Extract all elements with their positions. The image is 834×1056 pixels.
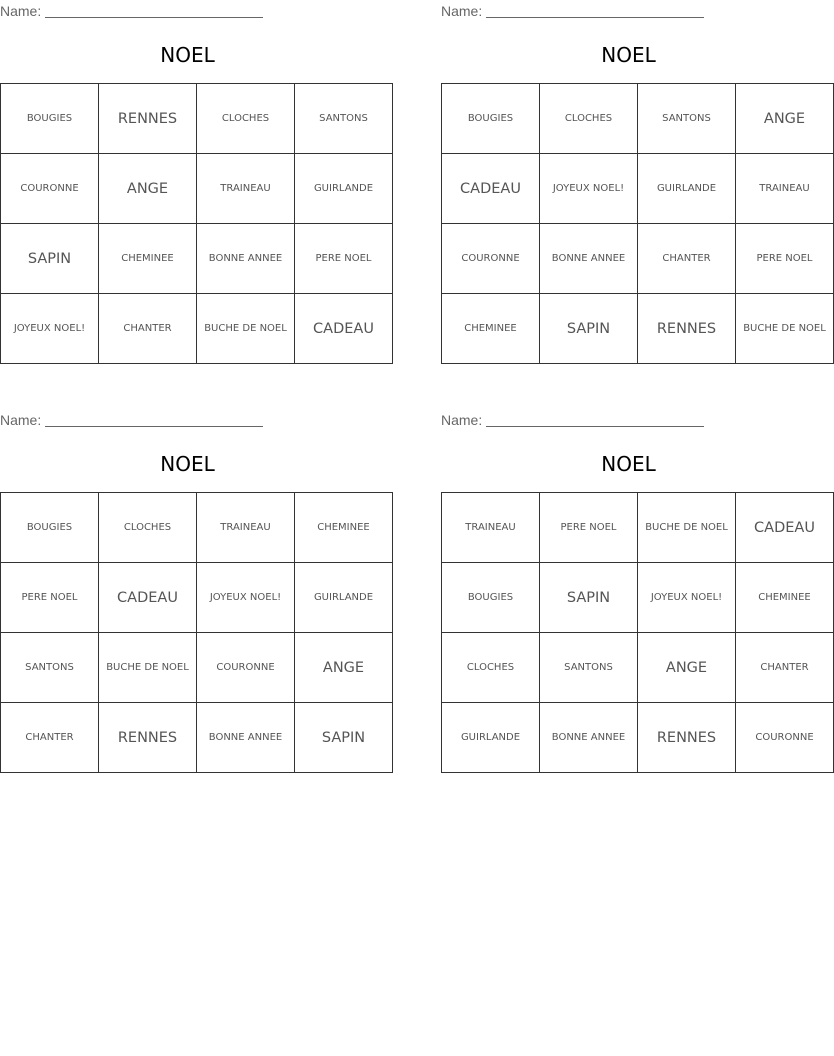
bingo-cell: PERE NOEL <box>736 224 834 294</box>
bingo-cell: SANTONS <box>295 84 393 154</box>
bingo-cell: BUCHE DE NOEL <box>99 633 197 703</box>
bingo-grid <box>441 492 834 773</box>
bingo-cell: CHEMINEE <box>442 294 540 364</box>
bingo-cell: TRAINEAU <box>442 493 540 563</box>
bingo-cell: CLOCHES <box>99 493 197 563</box>
bingo-cell: COURONNE <box>1 154 99 224</box>
card-title: NOEL <box>160 43 215 67</box>
bingo-row <box>442 493 834 563</box>
bingo-cell: SANTONS <box>1 633 99 703</box>
bingo-cell: CHEMINEE <box>99 224 197 294</box>
bingo-row <box>442 224 834 294</box>
bingo-cell: SAPIN <box>1 224 99 294</box>
bingo-cell: ANGE <box>99 154 197 224</box>
bingo-cell: CADEAU <box>736 493 834 563</box>
bingo-row <box>1 154 393 224</box>
name-label: Name: <box>441 3 483 19</box>
bingo-cell: CLOCHES <box>442 633 540 703</box>
name-blank-line <box>486 411 704 427</box>
bingo-cell: CHEMINEE <box>295 493 393 563</box>
bingo-cell: RENNES <box>638 703 736 773</box>
bingo-row <box>1 493 393 563</box>
bingo-cell: JOYEUX NOEL! <box>1 294 99 364</box>
bingo-grid <box>0 492 393 773</box>
bingo-cell: SAPIN <box>295 703 393 773</box>
bingo-cell: SAPIN <box>540 563 638 633</box>
bingo-grid <box>441 83 834 364</box>
name-field <box>441 411 816 429</box>
bingo-cell: CLOCHES <box>197 84 295 154</box>
bingo-grid <box>0 83 393 364</box>
bingo-cell: GUIRLANDE <box>442 703 540 773</box>
bingo-cell: COURONNE <box>442 224 540 294</box>
name-label: Name: <box>0 3 42 19</box>
bingo-cell: CHEMINEE <box>736 563 834 633</box>
bingo-cell: BUCHE DE NOEL <box>736 294 834 364</box>
bingo-cell: BUCHE DE NOEL <box>197 294 295 364</box>
bingo-cell: CADEAU <box>295 294 393 364</box>
bingo-row <box>1 633 393 703</box>
name-label: Name: <box>0 412 42 428</box>
bingo-cell: JOYEUX NOEL! <box>540 154 638 224</box>
bingo-cell: BOUGIES <box>442 84 540 154</box>
bingo-cell: PERE NOEL <box>1 563 99 633</box>
bingo-row <box>1 563 393 633</box>
name-field <box>441 2 816 20</box>
bingo-cell: COURONNE <box>736 703 834 773</box>
bingo-cell: PERE NOEL <box>540 493 638 563</box>
bingo-row <box>1 84 393 154</box>
bingo-cell: ANGE <box>736 84 834 154</box>
card-title: NOEL <box>601 452 656 476</box>
bingo-cell: BONNE ANNEE <box>197 703 295 773</box>
bingo-cell: BOUGIES <box>1 84 99 154</box>
bingo-cell: BOUGIES <box>442 563 540 633</box>
bingo-cell: BONNE ANNEE <box>540 703 638 773</box>
bingo-cell: TRAINEAU <box>197 154 295 224</box>
bingo-cell: SANTONS <box>638 84 736 154</box>
bingo-cell: GUIRLANDE <box>638 154 736 224</box>
bingo-row <box>442 294 834 364</box>
bingo-cell: PERE NOEL <box>295 224 393 294</box>
card-title: NOEL <box>160 452 215 476</box>
bingo-cell: BONNE ANNEE <box>197 224 295 294</box>
bingo-cell: BONNE ANNEE <box>540 224 638 294</box>
card-title: NOEL <box>601 43 656 67</box>
bingo-cell: CLOCHES <box>540 84 638 154</box>
bingo-cell: RENNES <box>99 703 197 773</box>
bingo-row <box>442 154 834 224</box>
bingo-row <box>442 84 834 154</box>
bingo-cell: SAPIN <box>540 294 638 364</box>
bingo-cell: BUCHE DE NOEL <box>638 493 736 563</box>
bingo-cell: CADEAU <box>442 154 540 224</box>
bingo-cell: COURONNE <box>197 633 295 703</box>
bingo-cell: ANGE <box>295 633 393 703</box>
bingo-cell: TRAINEAU <box>197 493 295 563</box>
bingo-cell: JOYEUX NOEL! <box>197 563 295 633</box>
bingo-cell: TRAINEAU <box>736 154 834 224</box>
bingo-cell: GUIRLANDE <box>295 154 393 224</box>
bingo-row <box>442 703 834 773</box>
name-blank-line <box>45 2 263 18</box>
bingo-cell: GUIRLANDE <box>295 563 393 633</box>
bingo-cell: RENNES <box>99 84 197 154</box>
bingo-row <box>1 703 393 773</box>
bingo-row <box>1 294 393 364</box>
name-blank-line <box>486 2 704 18</box>
bingo-row <box>1 224 393 294</box>
bingo-cell: BOUGIES <box>1 493 99 563</box>
name-blank-line <box>45 411 263 427</box>
bingo-cell: JOYEUX NOEL! <box>638 563 736 633</box>
bingo-cell: SANTONS <box>540 633 638 703</box>
bingo-cell: CHANTER <box>99 294 197 364</box>
bingo-row <box>442 563 834 633</box>
bingo-row <box>442 633 834 703</box>
bingo-cell: CHANTER <box>638 224 736 294</box>
bingo-cell: CHANTER <box>736 633 834 703</box>
name-field <box>0 411 375 429</box>
bingo-cell: RENNES <box>638 294 736 364</box>
bingo-cell: ANGE <box>638 633 736 703</box>
bingo-cell: CHANTER <box>1 703 99 773</box>
name-field <box>0 2 375 20</box>
name-label: Name: <box>441 412 483 428</box>
bingo-cell: CADEAU <box>99 563 197 633</box>
